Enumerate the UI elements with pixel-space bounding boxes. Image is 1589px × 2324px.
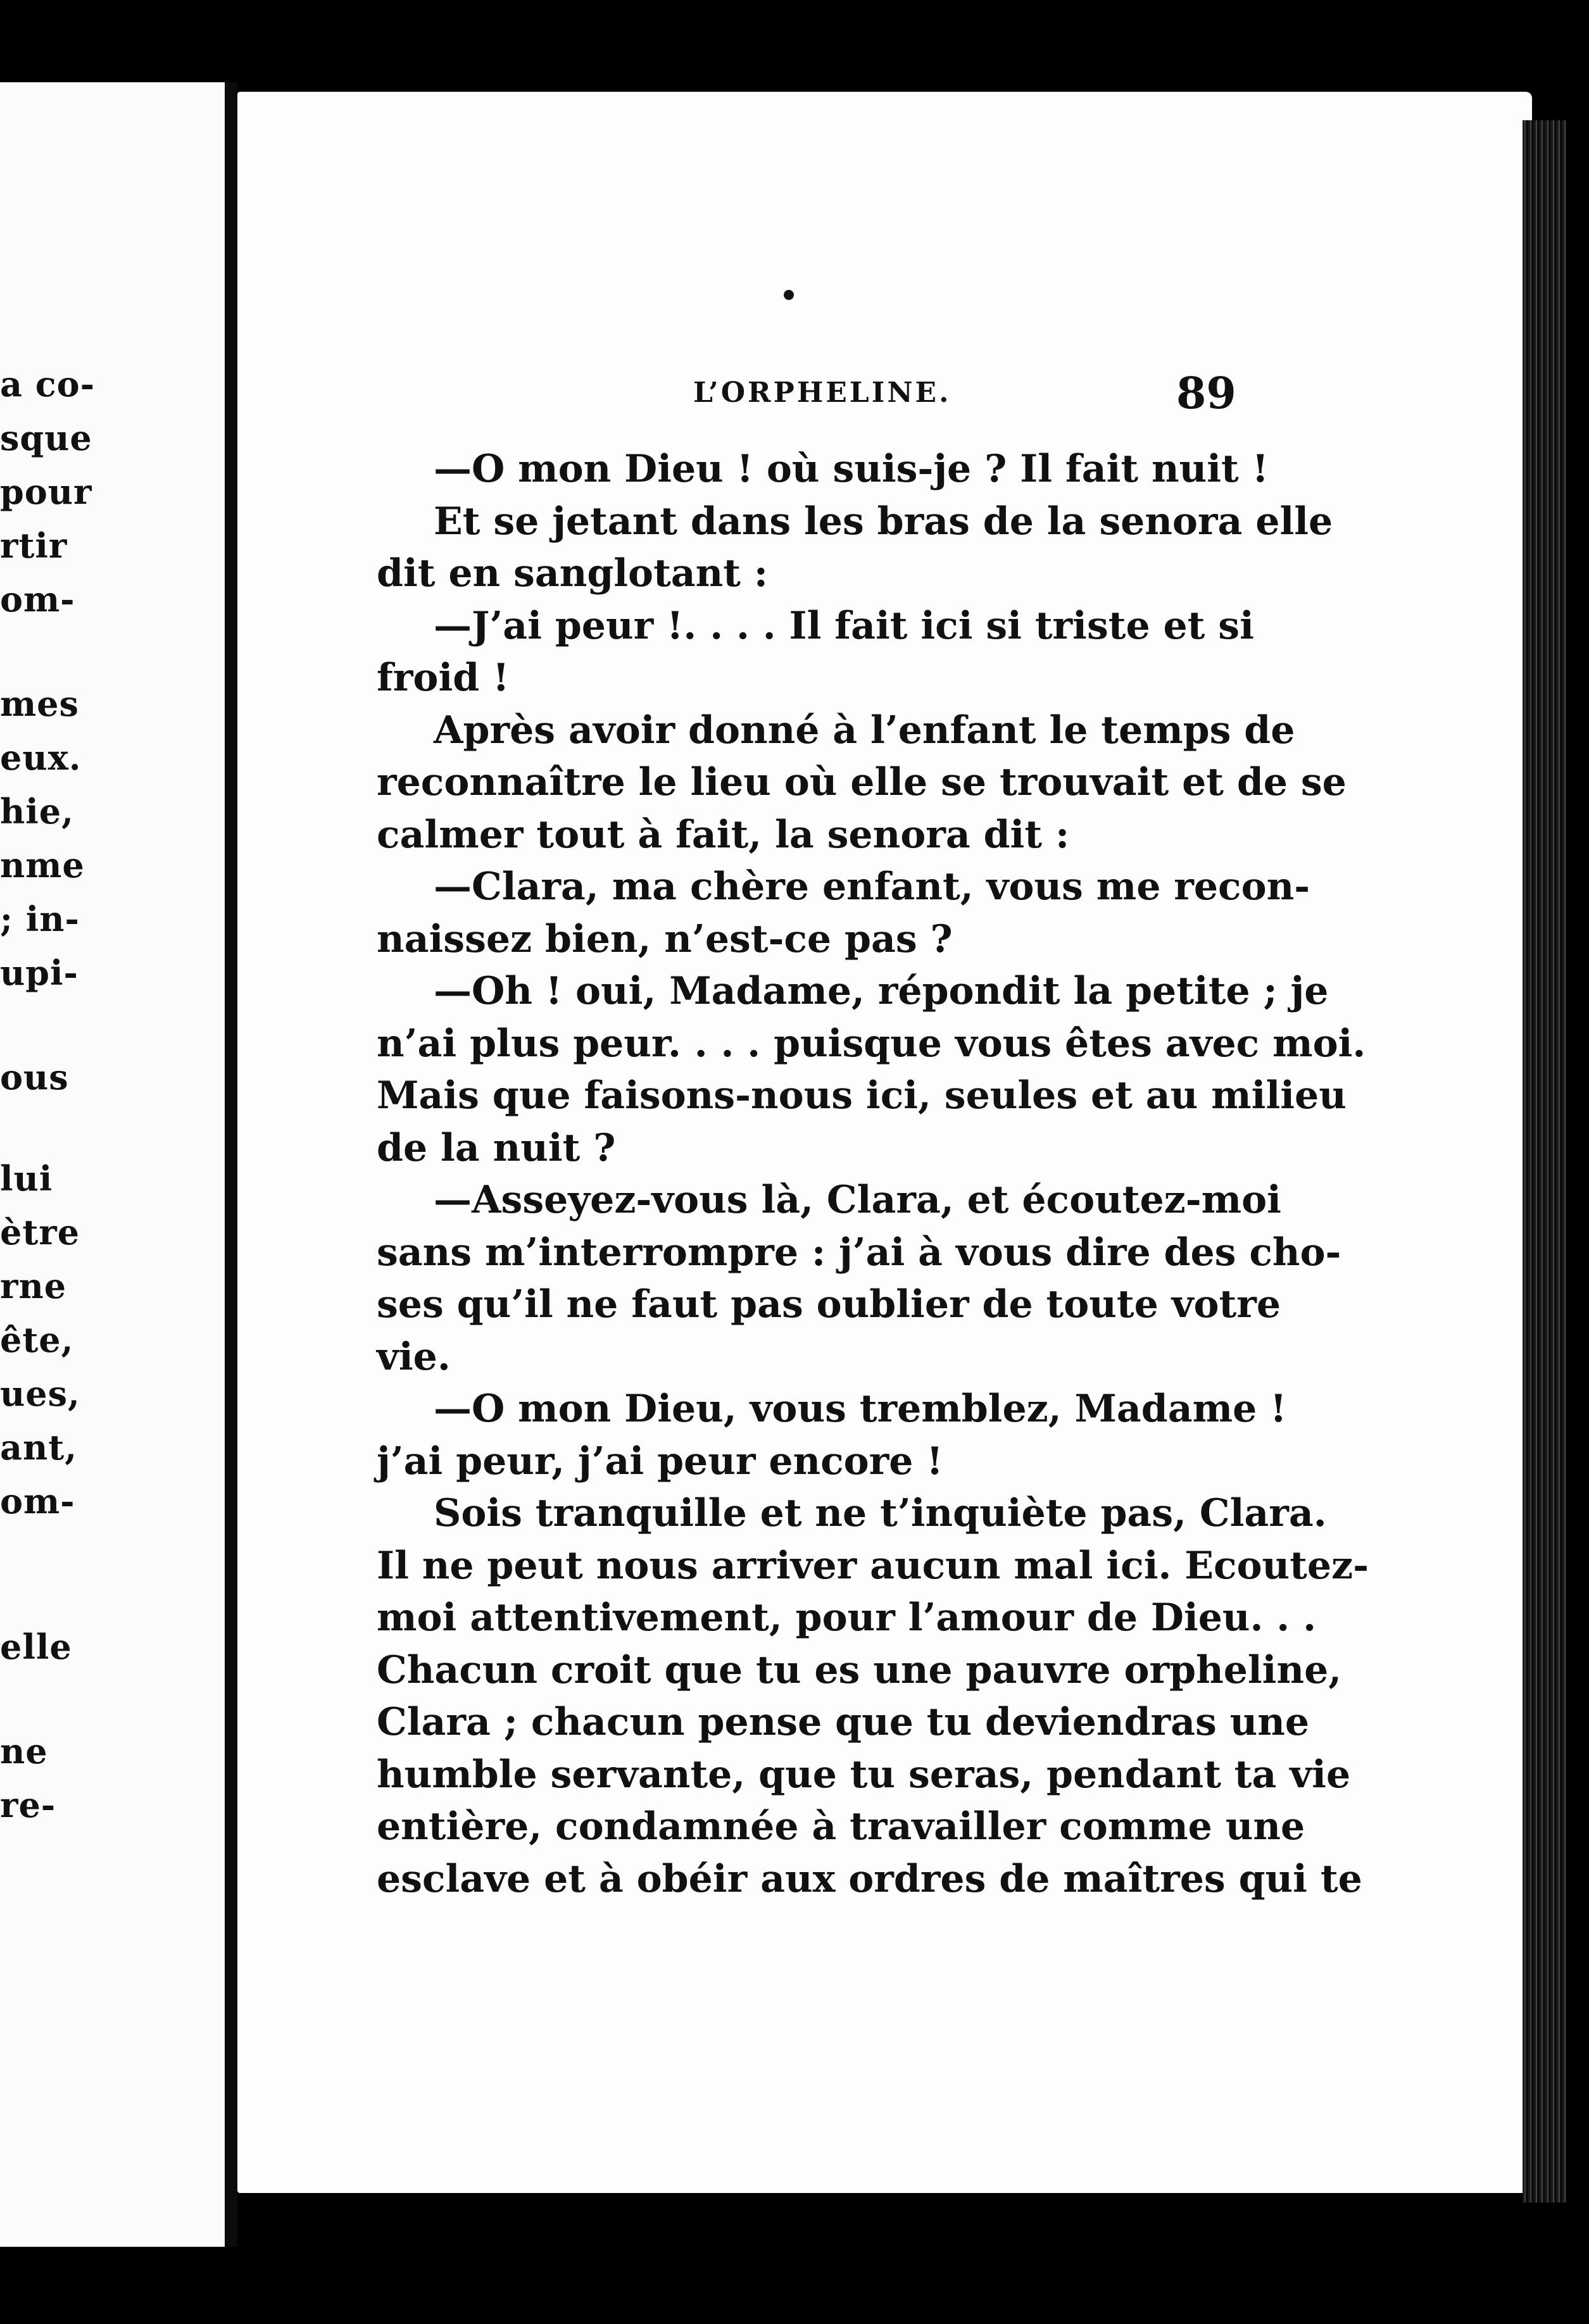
left-page-line-fragment: pour [0,472,92,512]
left-page-line-fragment: om- [0,579,75,620]
left-page-line-fragment: ant, [0,1427,77,1468]
page-body-text [377,443,1369,1905]
left-page-line-fragment: a co- [0,364,96,404]
left-page-line-fragment: lui [0,1158,53,1199]
left-page-line-fragment: re- [0,1785,56,1825]
left-page-line-fragment: upi- [0,953,79,993]
left-page-line-fragment: ues, [0,1373,80,1414]
running-head: L’ORPHELINE. [693,377,952,409]
left-page-line-fragment: sque [0,418,92,458]
text-line: —O mon Dieu, vous tremblez, Madame ! [434,1387,1287,1431]
page-number: 89 [1176,368,1236,419]
text-line: reconnaître le lieu où elle se trouvait et de se [377,760,1347,804]
left-page-line-fragment: ; in- [0,899,80,939]
text-line: —Clara, ma chère enfant, vous me recon- [434,865,1310,909]
text-line: n’ai plus peur. . . . puisque vous êtes avec moi. [377,1021,1366,1066]
text-line: Et se jetant dans les bras de la senora elle [434,499,1333,544]
left-page-line-fragment: hie, [0,791,74,832]
left-page-fragment [0,82,237,2247]
text-line: Sois tranquille et ne t’inquiète pas, Clara. [434,1491,1327,1535]
left-page-line-fragment: om- [0,1481,75,1521]
text-line: Mais que faisons-nous ici, seules et au milieu [377,1073,1347,1118]
left-page-line-fragment: rne [0,1266,67,1306]
text-line: esclave et à obéir aux ordres de maîtres qui te [377,1856,1362,1901]
text-line: vie. [377,1334,451,1379]
ink-dot [784,290,794,300]
text-line: humble servante, que tu seras, pendant ta vie [377,1752,1351,1797]
text-line: Après avoir donné à l’enfant le temps de [434,708,1295,753]
text-line: Clara ; chacun pense que tu deviendras une [377,1700,1310,1744]
left-page-line-fragment: ne [0,1731,48,1771]
text-line: Il ne peut nous arriver aucun mal ici. Ecoutez- [377,1543,1369,1588]
left-page-line-fragment: eux. [0,737,82,778]
left-page-line-fragment: ête, [0,1320,74,1360]
left-page-line-fragment: rtir [0,525,68,566]
left-page-line-fragment: ètre [0,1212,80,1253]
text-line: naissez bien, n’est-ce pas ? [377,916,953,961]
text-line: Chacun croit que tu es une pauvre orpheline, [377,1647,1342,1692]
left-page-line-fragment: elle [0,1627,72,1667]
text-line: froid ! [377,656,510,700]
text-line: calmer tout à fait, la senora dit : [377,812,1070,857]
page-edge-stack [1523,120,1567,2202]
text-line: —Oh ! oui, Madame, répondit la petite ; je [434,969,1329,1013]
text-line: de la nuit ? [377,1125,616,1170]
text-line: —O mon Dieu ! où suis-je ? Il fait nuit ! [434,447,1269,491]
text-line: j’ai peur, j’ai peur encore ! [377,1439,943,1484]
left-page-line-fragment: mes [0,684,79,724]
left-page-line-fragment: ous [0,1057,69,1097]
text-line: entière, condamnée à travailler comme une [377,1804,1305,1849]
text-line: moi attentivement, pour l’amour de Dieu. . . [377,1596,1316,1640]
text-line: —Asseyez-vous là, Clara, et écoutez-moi [434,1178,1281,1222]
text-line: ses qu’il ne faut pas oublier de toute votre [377,1282,1281,1327]
text-line: sans m’interrompre : j’ai à vous dire des cho- [377,1230,1341,1275]
text-line: dit en sanglotant : [377,551,769,596]
left-page-line-fragment: nme [0,845,85,885]
text-line: —J’ai peur !. . . . Il fait ici si triste et si [434,603,1254,648]
